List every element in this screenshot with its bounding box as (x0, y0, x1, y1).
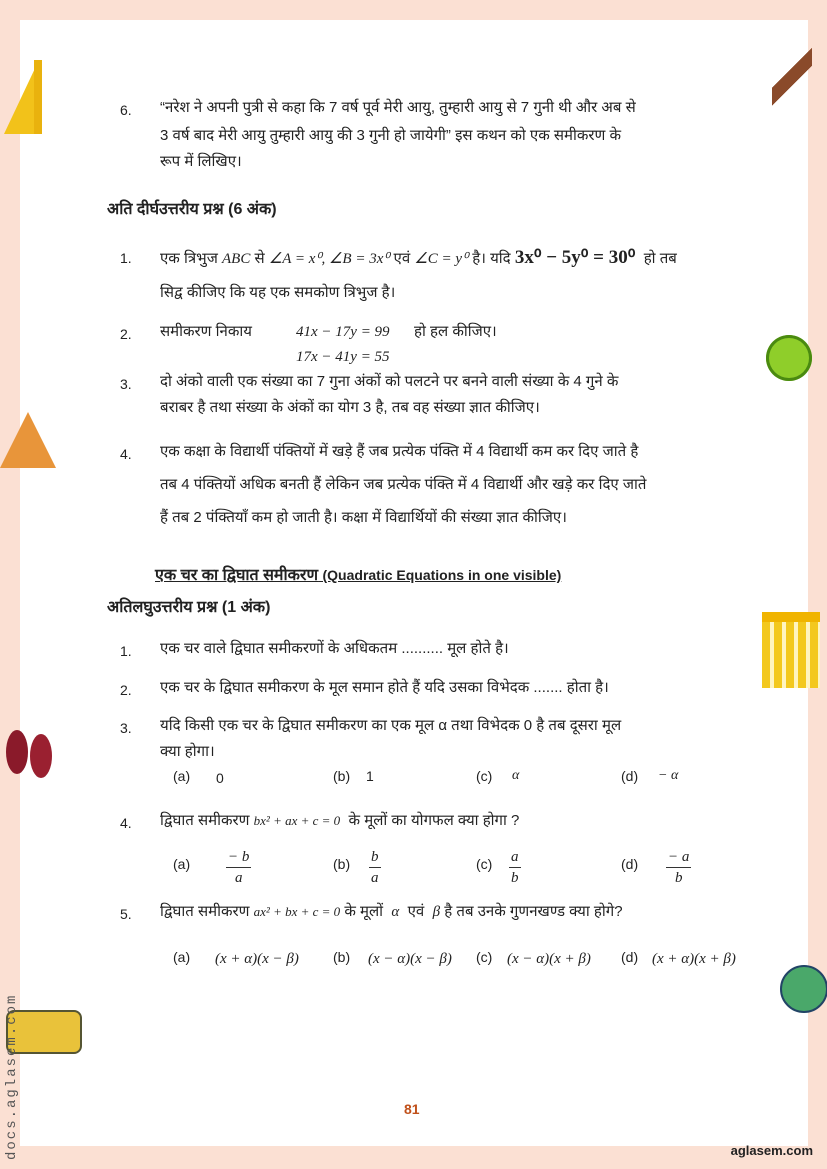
math: 17x − 41y = 55 (296, 349, 390, 365)
ruler-icon (34, 60, 42, 134)
option-value: (x + α)(x − β) (215, 951, 299, 967)
option-label: (a) (173, 949, 191, 965)
question-number: 2. (120, 682, 132, 698)
question-text: यदि किसी एक चर के द्विघात समीकरण का एक मूल α तथा विभेदक 0 है तब दूसरा मूल (160, 717, 622, 734)
question-text: 3 वर्ष बाद मेरी आयु तुम्हारी आयु की 3 गुनी हो जायेगी” इस कथन को एक समीकरण के (160, 127, 622, 144)
option-value: 0 (216, 770, 224, 786)
temple-icon (762, 612, 820, 688)
question-number: 5. (120, 906, 132, 922)
question-text (160, 248, 677, 269)
option-label: (d) (621, 949, 639, 965)
question-text: हैं तब 2 पंक्तियाँ कम हो जाती है। कक्षा में विद्यार्थियों की संख्या ज्ञात कीजिए। (160, 509, 567, 526)
chapter-title (155, 565, 561, 586)
watermark: docs.aglasem.com (4, 993, 20, 1160)
cherries-icon (6, 730, 28, 774)
option-label: (a) (173, 856, 191, 872)
chapter-title-english: (Quadratic Equations in one visible) (322, 567, 562, 583)
question-text: रूप में लिखिए। (160, 153, 242, 170)
globe-icon (780, 965, 827, 1013)
question-text: बराबर है तथा संख्या के अंकों का योग 3 है, तब वह संख्या ज्ञात कीजिए। (160, 399, 540, 416)
option-value: (x − α)(x − β) (368, 951, 452, 967)
math: ∠A = x⁰, ∠B = 3x⁰ (268, 251, 390, 267)
page-number: 81 (404, 1101, 420, 1117)
option-fraction (666, 847, 691, 888)
option-value: 1 (366, 768, 374, 784)
question-text: क्या होगा। (160, 743, 215, 760)
question-text: एक चर वाले द्विघात समीकरणों के अधिकतम .......... मूल होते है। (160, 640, 509, 657)
text: एवं (393, 250, 411, 267)
pyramid-icon (0, 412, 56, 468)
question-number: 4. (120, 815, 132, 831)
text: से (254, 250, 265, 267)
option-fraction (509, 847, 521, 888)
question-number: 3. (120, 376, 132, 392)
option-value: (x + α)(x + β) (652, 951, 736, 967)
text: एवं (407, 903, 425, 920)
math: 41x − 17y = 99 (296, 324, 390, 340)
question-text: दो अंको वाली एक संख्या का 7 गुना अंकों को पलटने पर बनने वाली संख्या के 4 गुने के (160, 373, 619, 390)
math: ABC (222, 251, 251, 267)
option-label: (b) (333, 768, 351, 784)
question-number: 2. (120, 326, 132, 342)
text: है तब उनके गुणनखण्ड क्या होगे? (444, 903, 623, 920)
denominator: b (674, 870, 683, 886)
numerator: − b (226, 847, 251, 868)
numerator: a (509, 847, 521, 868)
denominator: a (371, 870, 379, 886)
text: के मूलों का योगफल क्या होगा ? (348, 812, 520, 829)
ruler-triangle-icon (4, 62, 38, 134)
option-label: (c) (476, 949, 493, 965)
text: द्विघात समीकरण (160, 812, 250, 829)
question-text: एक कक्षा के विद्यार्थी पंक्तियों में खड़े हैं जब प्रत्येक पंक्ति में 4 विद्यार्थी कम कर दिए जाते है (160, 443, 639, 460)
question-number: 6. (120, 102, 132, 118)
math: bx² + ax + c = 0 (253, 813, 341, 828)
math: β (432, 904, 441, 920)
math: α (391, 904, 400, 920)
question-number: 4. (120, 446, 132, 462)
denominator: b (511, 870, 519, 886)
question-number: 1. (120, 643, 132, 659)
section-heading: अति दीर्घउत्तरीय प्रश्न (6 अंक) (107, 201, 277, 218)
option-label: (c) (476, 768, 493, 784)
math: ax² + bx + c = 0 (253, 904, 341, 919)
chapter-title-hindi: एक चर का द्विघात समीकरण (155, 567, 319, 584)
text: एक त्रिभुज (160, 250, 218, 267)
option-value: (x − α)(x + β) (507, 951, 591, 967)
section-heading: अतिलघुउत्तरीय प्रश्न (1 अंक) (107, 599, 271, 616)
option-label: (a) (173, 768, 191, 784)
question-text: हो हल कीजिए। (414, 323, 497, 340)
option-fraction (369, 847, 381, 888)
numerator: − a (666, 847, 691, 868)
question-text (160, 902, 623, 922)
denominator: a (234, 870, 243, 886)
question-number: 3. (120, 720, 132, 736)
text: द्विघात समीकरण (160, 903, 250, 920)
math: 3x⁰ − 5y⁰ = 30⁰ (514, 247, 636, 268)
numerator: b (369, 847, 381, 868)
question-text (160, 811, 519, 831)
question-number: 1. (120, 250, 132, 266)
question-text: समीकरण निकाय (160, 323, 252, 340)
option-value: α (512, 768, 520, 783)
option-fraction (226, 847, 251, 888)
option-label: (c) (476, 856, 493, 872)
option-label: (d) (621, 856, 639, 872)
option-value: − α (658, 768, 679, 783)
question-text: एक चर के द्विघात समीकरण के मूल समान होते हैं यदि उसका विभेदक ....... होता है। (160, 679, 609, 696)
question-text: सिद्व कीजिए कि यह एक समकोण त्रिभुज है। (160, 284, 396, 301)
text: है। यदि (472, 250, 511, 267)
text: हो तब (643, 250, 677, 267)
math: ∠C = y⁰ (414, 251, 469, 267)
planet-icon (766, 335, 812, 381)
option-label: (d) (621, 768, 639, 784)
question-text: “नरेश ने अपनी पुत्री से कहा कि 7 वर्ष पूर्व मेरी आयु, तुम्हारी आयु से 7 गुनी थी और अब से (160, 99, 636, 116)
option-label: (b) (333, 949, 351, 965)
option-label: (b) (333, 856, 351, 872)
text: के मूलों (344, 903, 384, 920)
brand-link[interactable]: aglasem.com (730, 1143, 813, 1158)
tools-icon (772, 40, 812, 120)
question-text: तब 4 पंक्तियों अधिक बनती हैं लेकिन जब प्रत्येक पंक्ति में 4 विद्यार्थी और खड़े कर दिए जाते (160, 476, 647, 493)
